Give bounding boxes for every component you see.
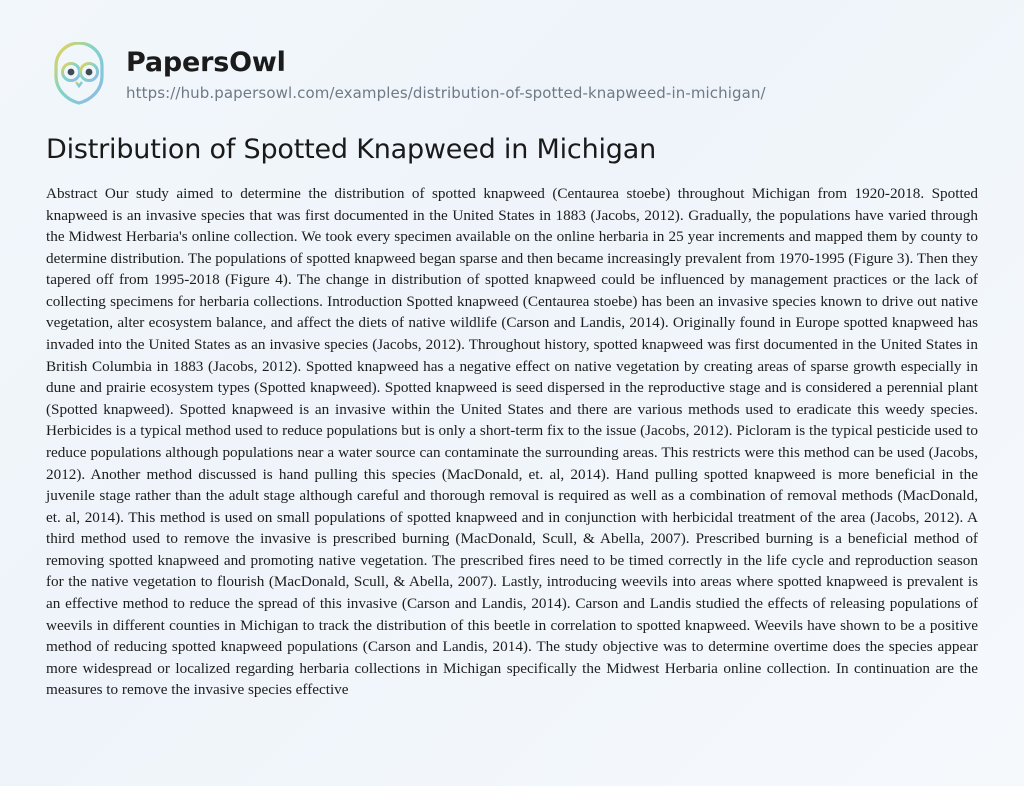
document-body-text: Abstract Our study aimed to determine the distribution of spotted knapweed (Centaurea stoebe) throughout Michigan from 1920-2018. Spotted knapweed is an invasive species that was first documented in the United States in 1883 (Jacobs, 2012). Gradually, the populations have varied through the Midwest Herbaria's online collection. We took every specimen available on the online herbaria in 25 year increments and mapped them by county to determine distribution. The populations of spotted knapweed began sparse and then became increasingly prevalent from 1970-1995 (Figure 3). Then they tapered off from 1995-2018 (Figure 4). The change in distribution of spotted knapweed could be influenced by management practices or the lack of collecting specimens for herbaria collections. Introduction Spotted knapweed (Centaurea stoebe) has been an invasive species known to drive out native vegetation, alter ecosystem balance, and affect the diets of native wildlife (Carson and Landis, 2014). Originally found in Europe spotted knapweed has invaded into the United States as an invasive species (Jacobs, 2012). Throughout history, spotted knapweed was first documented in the United States in British Columbia in 1883 (Jacobs, 2012). Spotted knapweed has a negative effect on native vegetation by creating areas of sparse growth especially in dune and prairie ecosystem types (Spotted knapweed). Spotted knapweed is seed dispersed in the reproductive stage and is considered a perennial plant (Spotted knapweed). Spotted knapweed is an invasive within the United States and there are various methods used to eradicate this weedy species. Herbicides is a typical method used to reduce populations but is only a short-term fix to the issue (Jacobs, 2012). Picloram is the typical pesticide used to reduce populations although populations near a water source can contaminate the surrounding areas. This restricts were this method can be used (Jacobs, 2012). Another method discussed is hand pulling this species (MacDonald, et. al, 2014). Hand pulling spotted knapweed is more beneficial in the juvenile stage rather than the adult stage although careful and thorough removal is required as well as a combination of removal methods (MacDonald, et. al, 2014). This method is used on small populations of spotted knapweed and in conjunction with herbicidal treatment of the area (Jacobs, 2012). A third method used to remove the invasive is prescribed burning (MacDonald, Scull, & Abella, 2007). Prescribed burning is a beneficial method of removing spotted knapweed and promoting native vegetation. The prescribed fires need to be timed correctly in the life cycle and reproduction season for the native vegetation to flourish (MacDonald, Scull, & Abella, 2007). Lastly, introducing weevils into areas where spotted knapweed is prevalent is an effective method to reduce the spread of this invasive (Carson and Landis, 2014). Carson and Landis studied the effects of releasing populations of weevils in different counties in Michigan to track the distribution of this beetle in correlation to spotted knapweed. Weevils have shown to be a positive method of reducing spotted knapweed populations (Carson and Landis, 2014). The study objective was to determine overtime does the species appear more widespread or localized regarding herbaria collections in Michigan specifically the Midwest Herbaria online collection. In continuation are the measures to remove the invasive species effective bbox=[46, 185, 978, 699]
page-url[interactable]: https://hub.papersowl.com/examples/distribution-of-spotted-knapweed-in-michigan/ bbox=[126, 84, 766, 103]
page-title: Distribution of Spotted Knapweed in Michigan bbox=[46, 134, 656, 165]
brand-name: PapersOwl bbox=[126, 46, 286, 78]
brand-block bbox=[126, 48, 766, 103]
owl-logo-icon bbox=[46, 42, 112, 108]
site-header bbox=[0, 0, 1024, 108]
document-content bbox=[0, 108, 1024, 701]
